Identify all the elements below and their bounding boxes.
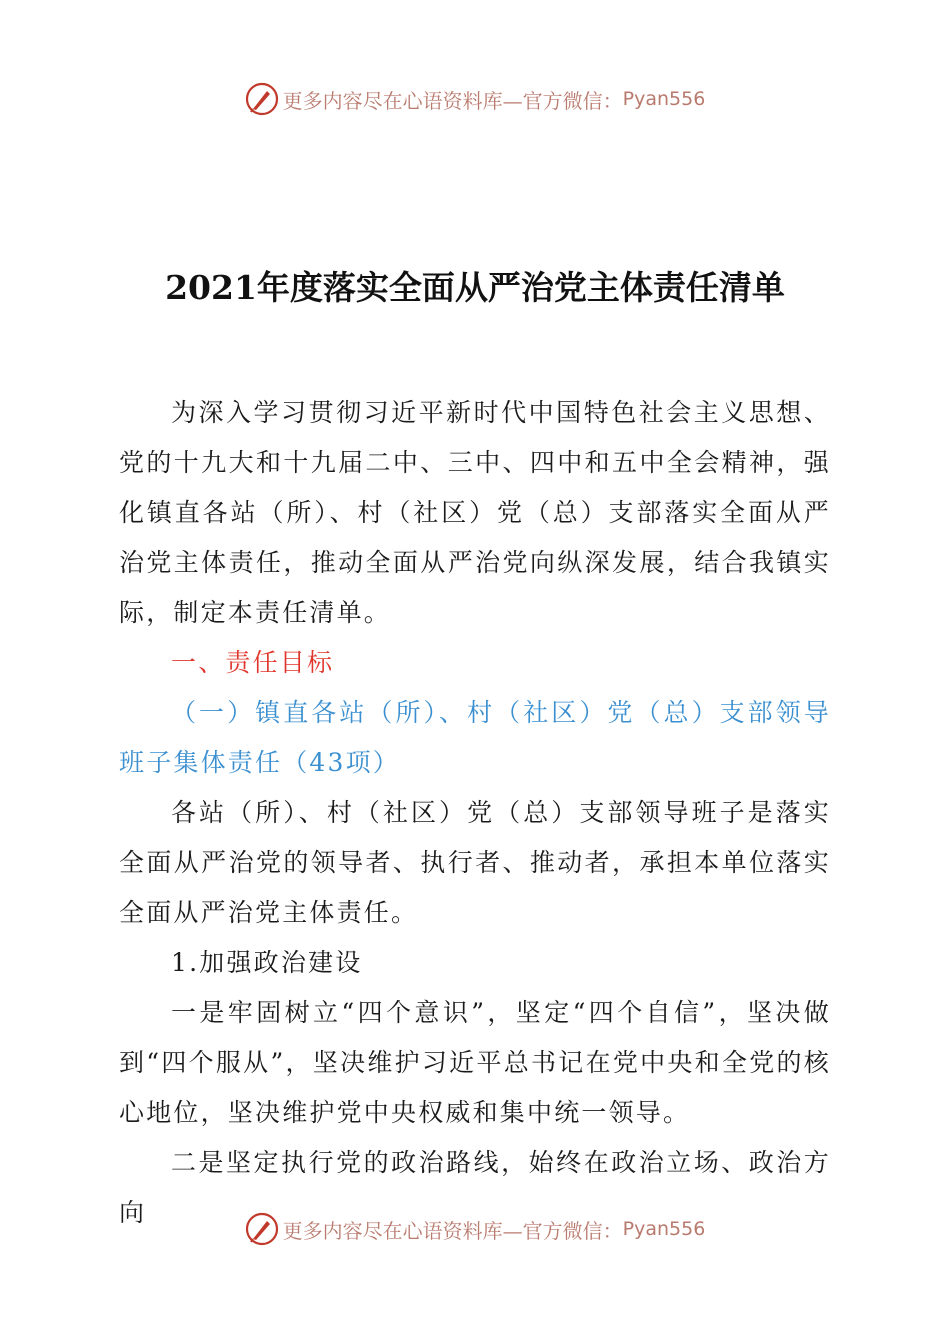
banner-text: 更多内容尽在心语资料库—官方微信：	[282, 1218, 623, 1243]
quill-pen-logo-icon	[245, 82, 279, 116]
banner-wechat-id: Pyan556	[622, 88, 706, 110]
document-body	[119, 388, 831, 1238]
body-paragraph: 各站（所）、村（社区）党（总）支部领导班子是落实全面从严治党的领导者、执行者、推动者，承担本单位落实全面从严治党主体责任。	[119, 798, 831, 927]
intro-paragraph: 为深入学习贯彻习近平新时代中国特色社会主义思想、党的十九大和十九届二中、三中、四中和五中全会精神，强化镇直各站（所）、村（社区）党（总）支部落实全面从严治党主体责任，推动全面从严治党向纵深发展，结合我镇实际，制定本责任清单。	[119, 398, 831, 627]
subsection-heading: （一）镇直各站（所）、村（社区）党（总）支部领导班子集体责任（43项）	[119, 698, 831, 777]
banner-wechat-id: Pyan556	[622, 1218, 706, 1240]
item-heading: 1.加强政治建设	[171, 948, 363, 977]
section-heading: 一、责任目标	[171, 648, 335, 677]
quill-pen-logo-icon	[245, 1212, 279, 1246]
body-paragraph: 一是牢固树立“四个意识”，坚定“四个自信”，坚决做到“四个服从”，坚决维护习近平总书记在党中央和全党的核心地位，坚决维护党中央权威和集中统一领导。	[119, 998, 831, 1127]
body-paragraph: 二是坚定执行党的政治路线，始终在政治立场、政治方向	[119, 1148, 831, 1227]
watermark-banner-top	[0, 82, 950, 116]
document-title: 2021年度落实全面从严治党主体责任清单	[165, 268, 785, 307]
watermark-banner-bottom	[0, 1212, 950, 1246]
banner-text: 更多内容尽在心语资料库—官方微信：	[282, 88, 623, 113]
